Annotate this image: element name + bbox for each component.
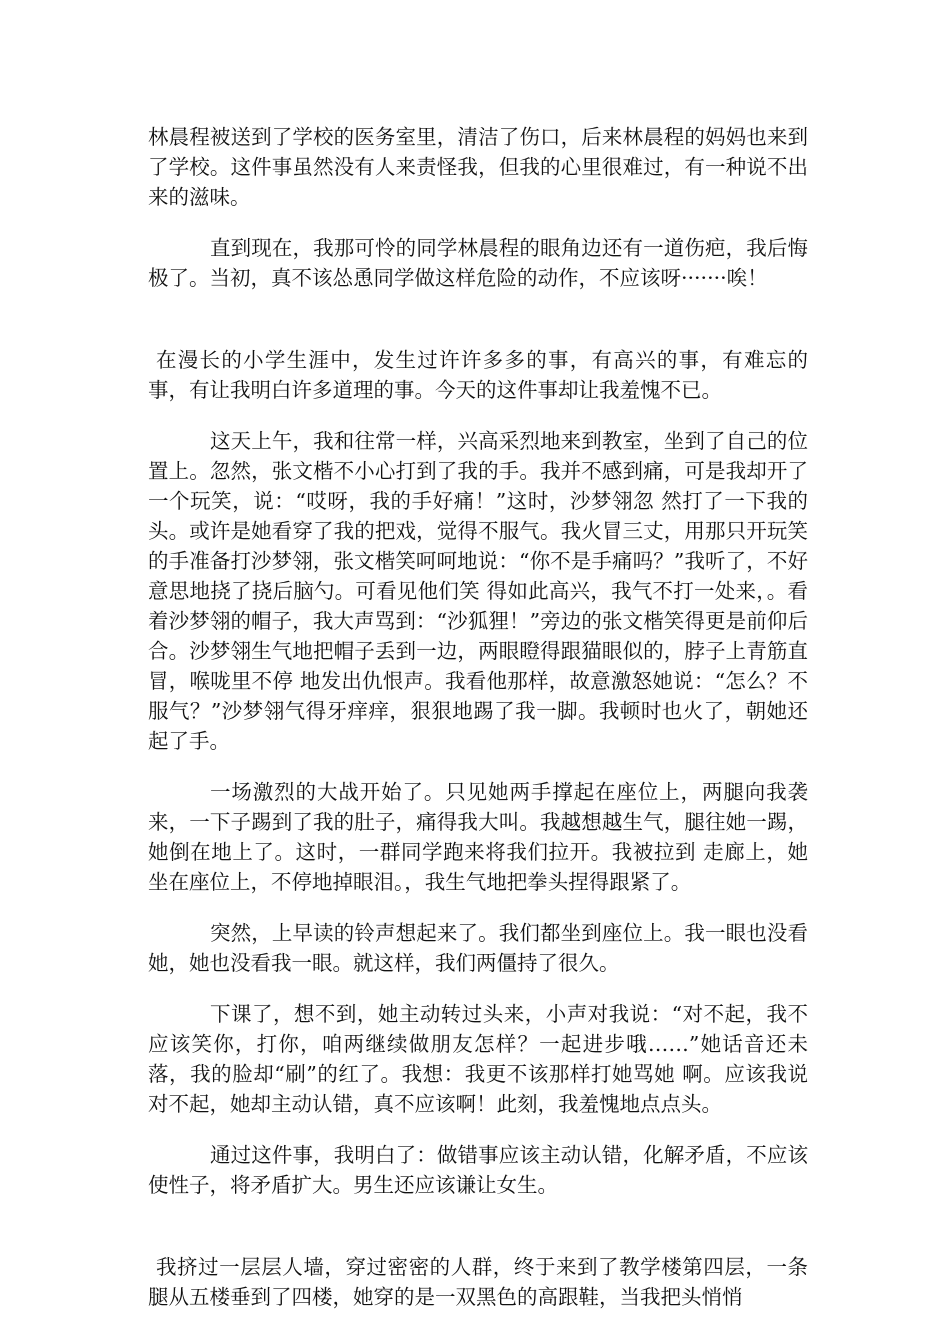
paragraph-1: 林晨程被送到了学校的医务室里，清洁了伤口，后来林晨程的妈妈也来到了学校。这件事虽然没有人来责怪我，但我的心里很难过，有一种说不出来的滋味。 bbox=[148, 125, 808, 209]
document-body bbox=[148, 122, 808, 1312]
paragraph-7: 下课了，想不到，她主动转过头来，小声对我说：“对不起，我不应该笑你，打你，咱两继续做朋友怎样？一起进步哦……”她话音还未落，我的脸却“刷”的红了。我想：我更不该那样打她骂她 啊。应该我说对不起，她却主动认错，真不应该啊！此刻，我羞愧地点点头。 bbox=[148, 1002, 808, 1116]
paragraph-4: 这天上午，我和往常一样，兴高采烈地来到教室，坐到了自己的位置上。忽然，张文楷不小心打到了我的手。我并不感到痛，可是我却开了一个玩笑，说：“哎呀，我的手好痛！”这时，沙梦翎忽 然打了一下我的头。或许是她看穿了我的把戏，觉得不服气。我火冒三丈，用那只开玩笑的手准备打沙梦翎，张文楷笑呵呵地说：“你不是手痛吗？”我听了，不好意思地挠了挠后脑勺。可看见他们笑 得如此高兴，我气不打一处来，。看着沙梦翎的帽子，我大声骂到：“沙狐狸！”旁边的张文楷笑得更是前仰后合。沙梦翎生气地把帽子丢到一边，两眼瞪得跟猫眼似的，脖子上青筋直冒，喉咙里不停 地发出仇恨声。我看他那样，故意激怒她说：“怎么？不服气？”沙梦翎气得牙痒痒，狠狠地踢了我一脚。我顿时也火了，朝她还起了手。 bbox=[148, 429, 808, 753]
paragraph-5: 一场激烈的大战开始了。只见她两手撑起在座位上，两腿向我袭来，一下子踢到了我的肚子，痛得我大叫。我越想越生气，腿往她一踢，她倒在地上了。这时，一群同学跑来将我们拉开。我被拉到 走廊上，她坐在座位上，不停地掉眼泪。，我生气地把拳头捏得跟紧了。 bbox=[148, 780, 808, 894]
paragraph-3: 在漫长的小学生涯中，发生过许许多多的事，有高兴的事，有难忘的事，有让我明白许多道理的事。今天的这件事却让我羞愧不已。 bbox=[148, 348, 808, 402]
paragraph-9: 我挤过一层层人墙，穿过密密的人群，终于来到了教学楼第四层，一条腿从五楼垂到了四楼，她穿的是一双黑色的高跟鞋，当我把头悄悄 bbox=[148, 1255, 808, 1309]
paragraph-8: 通过这件事，我明白了：做错事应该主动认错，化解矛盾，不应该使性子，将矛盾扩大。男生还应该谦让女生。 bbox=[148, 1143, 808, 1197]
paragraph-2: 直到现在，我那可怜的同学林晨程的眼角边还有一道伤疤，我后悔极了。当初，真不该怂恿同学做这样危险的动作，不应该呀·······唉！ bbox=[148, 236, 808, 290]
paragraph-6: 突然，上早读的铃声想起来了。我们都坐到座位上。我一眼也没看她，她也没看我一眼。就这样，我们两僵持了很久。 bbox=[148, 921, 808, 975]
